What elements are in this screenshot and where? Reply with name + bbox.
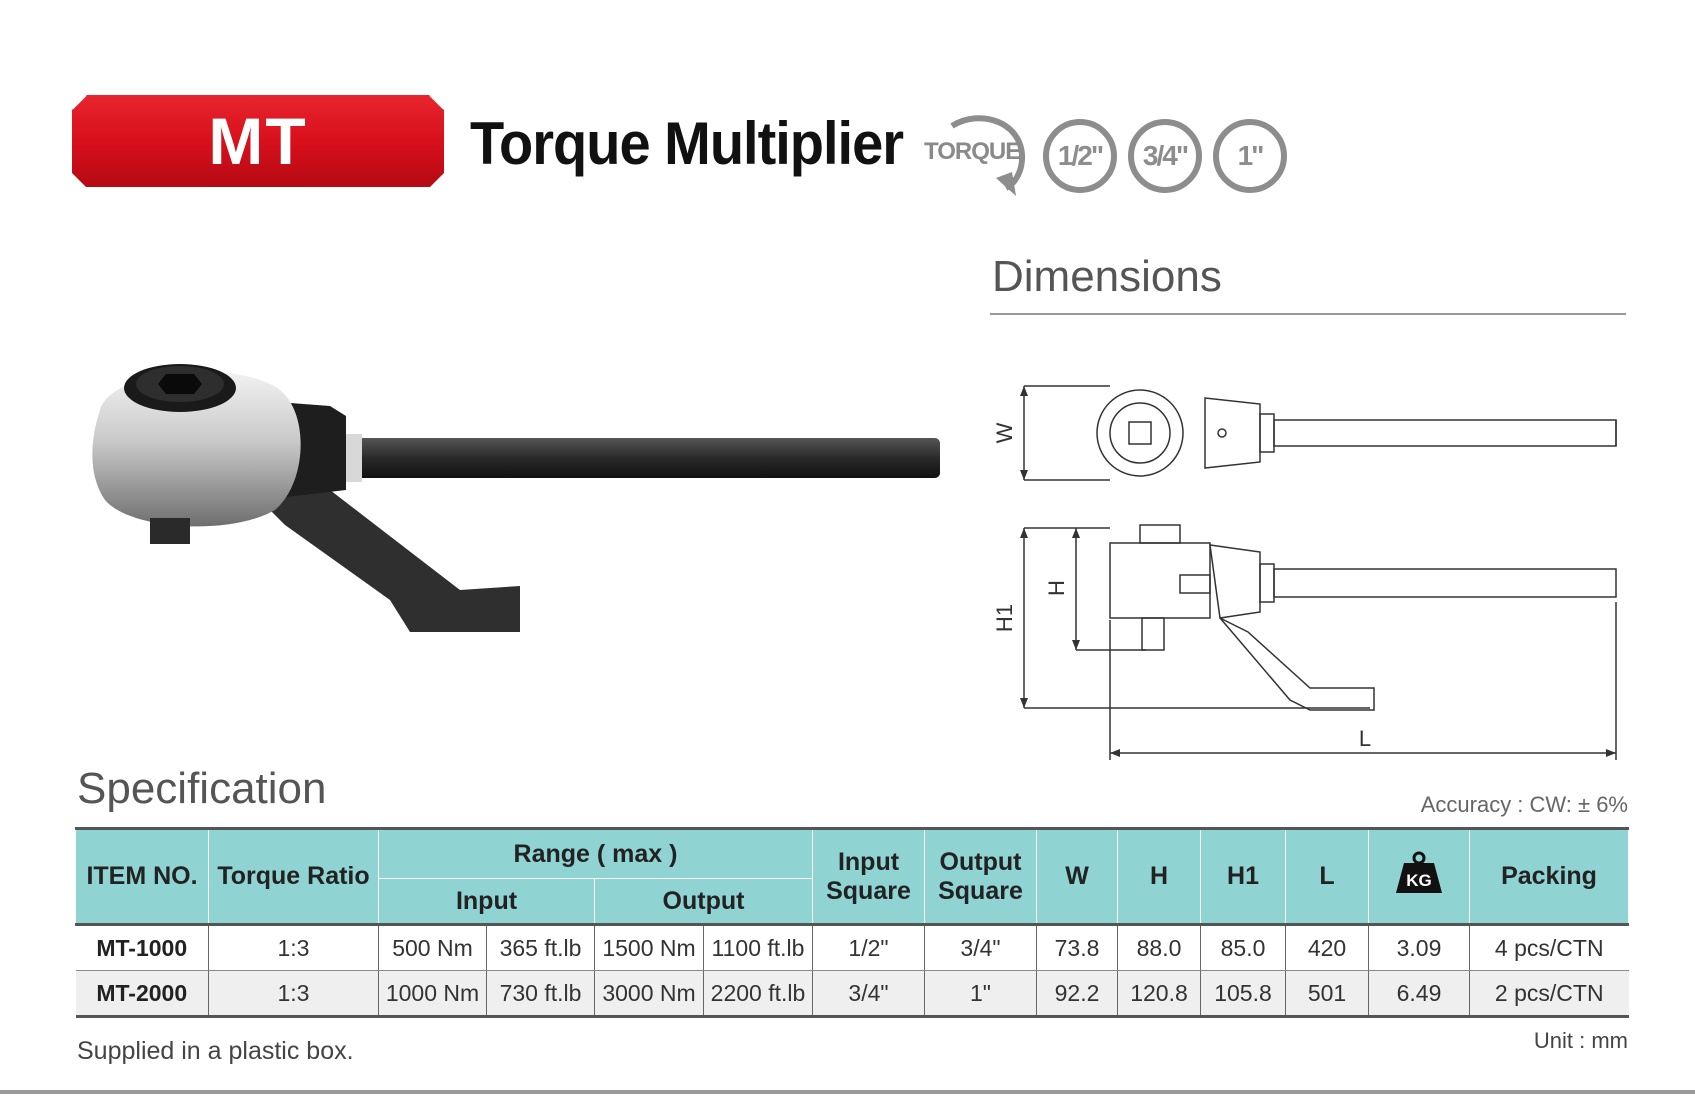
cell-weight: 3.09	[1369, 925, 1470, 971]
col-range-output: Output	[595, 879, 813, 925]
dimension-drawing	[990, 370, 1630, 770]
cell-weight: 6.49	[1369, 971, 1470, 1017]
spec-table	[75, 827, 1629, 1018]
dim-label-w: W	[992, 422, 1017, 444]
col-weight	[1369, 829, 1470, 925]
cell-l: 420	[1286, 925, 1369, 971]
cell-item: MT-1000	[76, 925, 209, 971]
cell-input-square: 3/4"	[813, 971, 925, 1017]
cell-input-ftlb: 365 ft.lb	[487, 925, 595, 971]
product-photo	[70, 350, 950, 650]
drive-size-one-inch-icon: 1"	[1213, 119, 1287, 193]
page-title: Torque Multiplier	[470, 109, 904, 178]
packaging-note: Supplied in a plastic box.	[77, 1037, 354, 1065]
cell-h: 120.8	[1118, 971, 1201, 1017]
unit-note: Unit : mm	[1533, 1028, 1628, 1053]
cell-input-ftlb: 730 ft.lb	[487, 971, 595, 1017]
col-w: W	[1037, 829, 1118, 925]
cell-h1: 85.0	[1201, 925, 1286, 971]
cell-output-ftlb: 1100 ft.lb	[704, 925, 813, 971]
col-h: H	[1118, 829, 1201, 925]
svg-text:KG: KG	[1406, 871, 1432, 890]
specification-heading: Specification	[77, 764, 327, 813]
cell-output-square: 3/4"	[925, 925, 1037, 971]
cell-input-square: 1/2"	[813, 925, 925, 971]
cell-output-square: 1"	[925, 971, 1037, 1017]
cell-h1: 105.8	[1201, 971, 1286, 1017]
cell-output-nm: 3000 Nm	[595, 971, 704, 1017]
col-h1: H1	[1201, 829, 1286, 925]
col-range-input: Input	[379, 879, 595, 925]
weight-kg-icon	[1394, 851, 1444, 895]
cell-packing: 2 pcs/CTN	[1470, 971, 1629, 1017]
cell-item: MT-2000	[76, 971, 209, 1017]
col-input-square: Input Square	[813, 829, 925, 925]
bottom-divider	[0, 1090, 1695, 1094]
col-l: L	[1286, 829, 1369, 925]
drive-size-three-quarter-inch-icon: 3/4"	[1128, 119, 1202, 193]
drive-size-half-inch-icon: 1/2"	[1043, 119, 1117, 193]
cell-w: 92.2	[1037, 971, 1118, 1017]
col-packing: Packing	[1470, 829, 1629, 925]
cell-input-nm: 500 Nm	[379, 925, 487, 971]
dim-label-h: H	[1044, 580, 1069, 596]
cell-l: 501	[1286, 971, 1369, 1017]
dimensions-divider	[990, 313, 1626, 315]
cell-ratio: 1:3	[209, 971, 379, 1017]
table-row	[76, 971, 1629, 1017]
cell-output-nm: 1500 Nm	[595, 925, 704, 971]
cell-output-ftlb: 2200 ft.lb	[704, 971, 813, 1017]
table-row	[76, 925, 1629, 971]
col-item-no: ITEM NO.	[76, 829, 209, 925]
series-code: MT	[208, 104, 308, 178]
torque-label: TORQUE	[924, 138, 1021, 165]
cell-ratio: 1:3	[209, 925, 379, 971]
col-range: Range ( max )	[379, 829, 813, 879]
accuracy-note: Accuracy : CW: ± 6%	[1420, 792, 1628, 817]
dimensions-heading: Dimensions	[992, 252, 1222, 301]
col-output-square: Output Square	[925, 829, 1037, 925]
cell-input-nm: 1000 Nm	[379, 971, 487, 1017]
dim-label-h1: H1	[992, 603, 1017, 633]
cell-w: 73.8	[1037, 925, 1118, 971]
cell-packing: 4 pcs/CTN	[1470, 925, 1629, 971]
col-torque-ratio: Torque Ratio	[209, 829, 379, 925]
dim-label-l: L	[1358, 726, 1372, 751]
cell-h: 88.0	[1118, 925, 1201, 971]
